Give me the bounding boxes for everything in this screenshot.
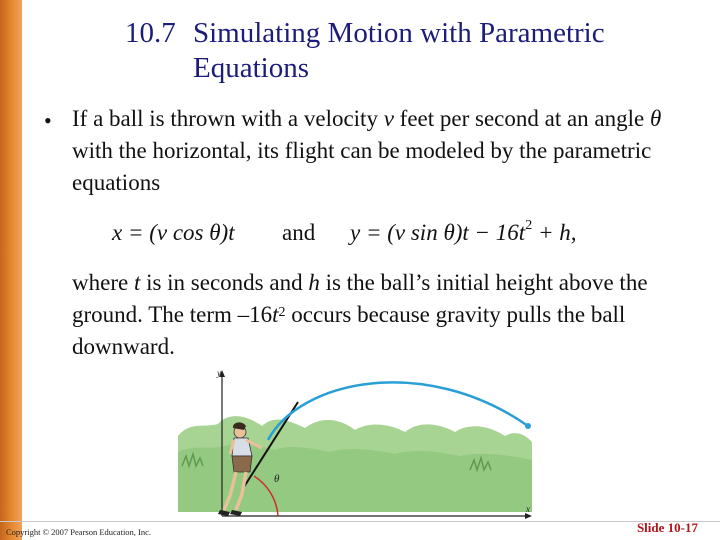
x-axis-label: x (526, 504, 530, 514)
explanation-paragraph: where t is in seconds and h is the ball’s initial height above the ground. The term $-16t^2$ occurs because gravity pulls the ball downward. (72, 270, 648, 359)
parametric-equations (0, 220, 720, 256)
side-accent-bar (0, 0, 22, 540)
theta-symbol: θ (650, 106, 662, 131)
section-number: 10.7 (125, 17, 176, 49)
slide-number: Slide 10-17 (636, 520, 698, 535)
slide-title: Simulating Motion with Parametric Equations (193, 17, 605, 84)
velocity-symbol: v (383, 106, 394, 131)
copyright-notice: Copyright © 2007 Pearson Education, Inc. (6, 527, 152, 537)
equation-connector: and (282, 220, 316, 245)
intro-paragraph: If a ball is thrown with a velocity v feet per second at an angle θ with the horizontal, its flight can be modeled by the parametric equations (72, 106, 662, 195)
angle-label: θ (274, 473, 280, 485)
ball (525, 423, 531, 429)
projectile-illustration (170, 366, 540, 522)
y-axis-label: y (217, 368, 221, 378)
x-equation: x = (v cos θ)t (112, 220, 235, 245)
bullet-marker: • (44, 108, 52, 133)
footer-rule (0, 521, 720, 522)
y-equation: y = (v $\sin \theta)t - 16t^2 + h$, (350, 218, 577, 245)
